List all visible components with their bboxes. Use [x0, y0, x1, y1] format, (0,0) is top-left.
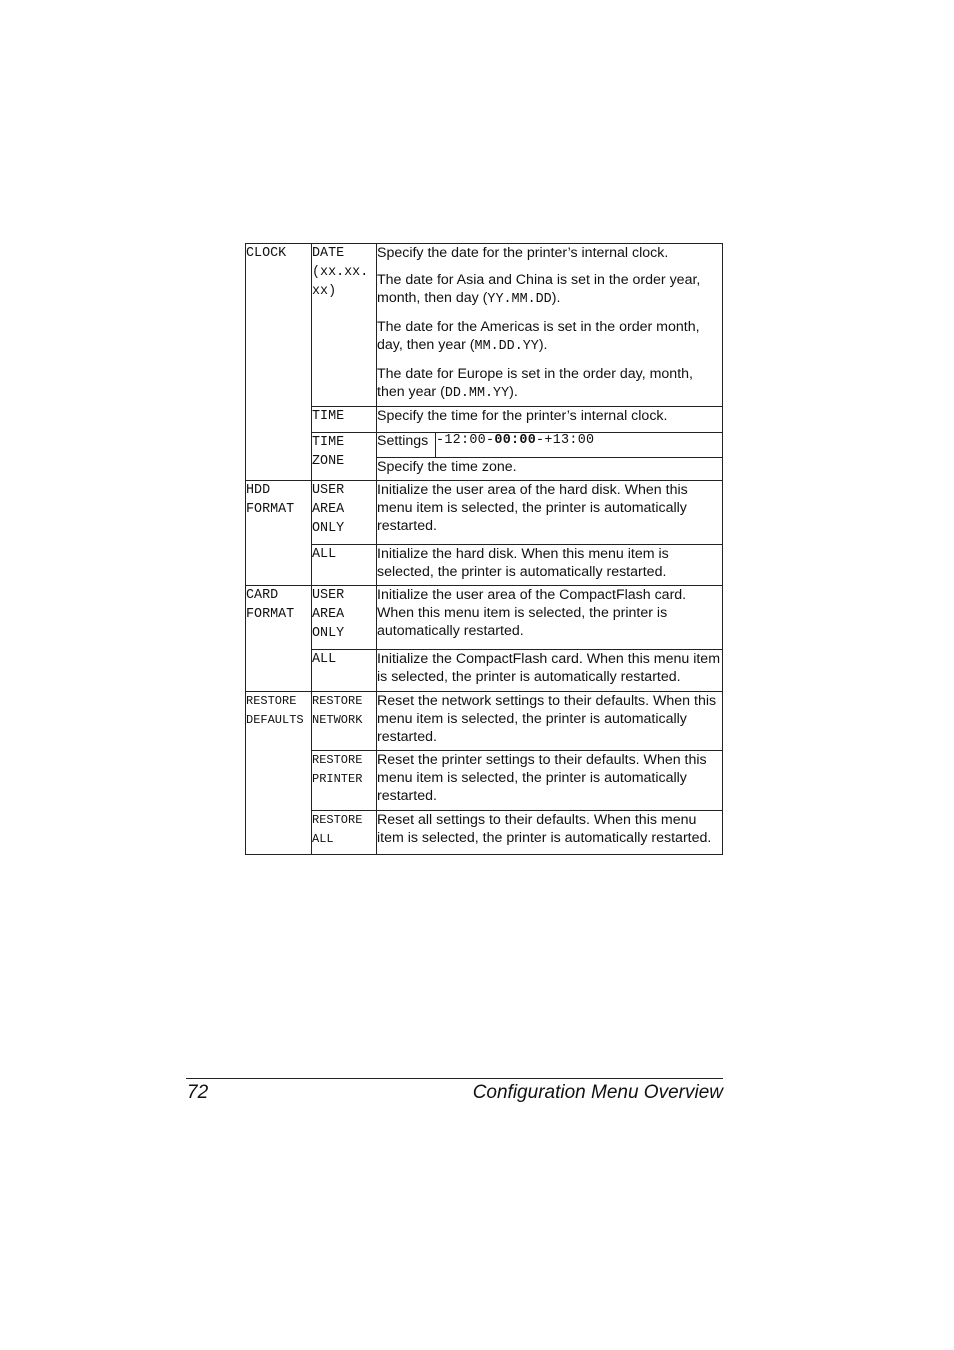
page-number: 72 — [187, 1082, 209, 1103]
time-description: Specify the time for the printer’s internal clock. — [377, 407, 723, 433]
date-desc-p2: The date for Asia and China is set in the order year, month, then day (YY.MM.DD). — [377, 272, 701, 307]
settings-table — [377, 433, 722, 457]
menu-clock: CLOCK — [246, 244, 312, 481]
menu-restore-defaults: RESTORE DEFAULTS — [246, 692, 312, 855]
table-row — [246, 244, 723, 407]
menu-hdd-format: HDD FORMAT — [246, 481, 312, 586]
menu-card-format: CARD FORMAT — [246, 586, 312, 692]
card-user-area-description: Initialize the user area of the CompactFlash card. When this menu item is selected, the printer is automatically restarted. — [377, 586, 723, 650]
submenu-date: DATE (xx.xx. xx) — [312, 244, 377, 407]
card-all-description: Initialize the CompactFlash card. When this menu item is selected, the printer is automatically restarted. — [377, 650, 723, 692]
submenu-restore-all: RESTORE ALL — [312, 811, 377, 855]
time-zone-description: Specify the time zone. — [377, 458, 723, 481]
submenu-hdd-user-area: USER AREA ONLY — [312, 481, 377, 545]
date-desc-p1: Specify the date for the printer’s internal clock. — [377, 245, 669, 261]
date-description — [377, 244, 723, 407]
table-row — [246, 692, 723, 751]
date-desc-p3: The date for the Americas is set in the order month, day, then year (MM.DD.YY). — [377, 319, 700, 354]
submenu-restore-printer: RESTORE PRINTER — [312, 751, 377, 811]
submenu-hdd-all: ALL — [312, 545, 377, 586]
submenu-restore-network: RESTORE NETWORK — [312, 692, 377, 751]
table-row — [246, 650, 723, 692]
date-desc-p4: The date for Europe is set in the order day, month, then year (DD.MM.YY). — [377, 366, 693, 401]
config-menu-table — [245, 243, 723, 855]
restore-network-description: Reset the network settings to their defaults. When this menu item is selected, the printer is automatically restarted. — [377, 692, 723, 751]
settings-label: Settings — [377, 433, 436, 457]
table-row — [246, 433, 723, 458]
table-row — [246, 751, 723, 811]
submenu-card-all: ALL — [312, 650, 377, 692]
hdd-user-area-description: Initialize the user area of the hard disk. When this menu item is selected, the printer is automatically restarted. — [377, 481, 723, 545]
submenu-card-user-area: USER AREA ONLY — [312, 586, 377, 650]
restore-printer-description: Reset the printer settings to their defaults. When this menu item is selected, the printer is automatically restarted. — [377, 751, 723, 811]
submenu-time: TIME — [312, 407, 377, 433]
submenu-time-zone: TIME ZONE — [312, 433, 377, 481]
table-row — [246, 481, 723, 545]
footer-title: Configuration Menu Overview — [472, 1082, 723, 1103]
table-row — [246, 811, 723, 855]
footer-rule — [186, 1078, 723, 1079]
hdd-all-description: Initialize the hard disk. When this menu item is selected, the printer is automatically restarted. — [377, 545, 723, 586]
table-row — [246, 545, 723, 586]
settings-value: -12:00-00:00-+13:00 — [436, 433, 595, 448]
table-row — [246, 586, 723, 650]
table-row — [246, 407, 723, 433]
restore-all-description: Reset all settings to their defaults. When this menu item is selected, the printer is automatically restarted. — [377, 811, 723, 855]
